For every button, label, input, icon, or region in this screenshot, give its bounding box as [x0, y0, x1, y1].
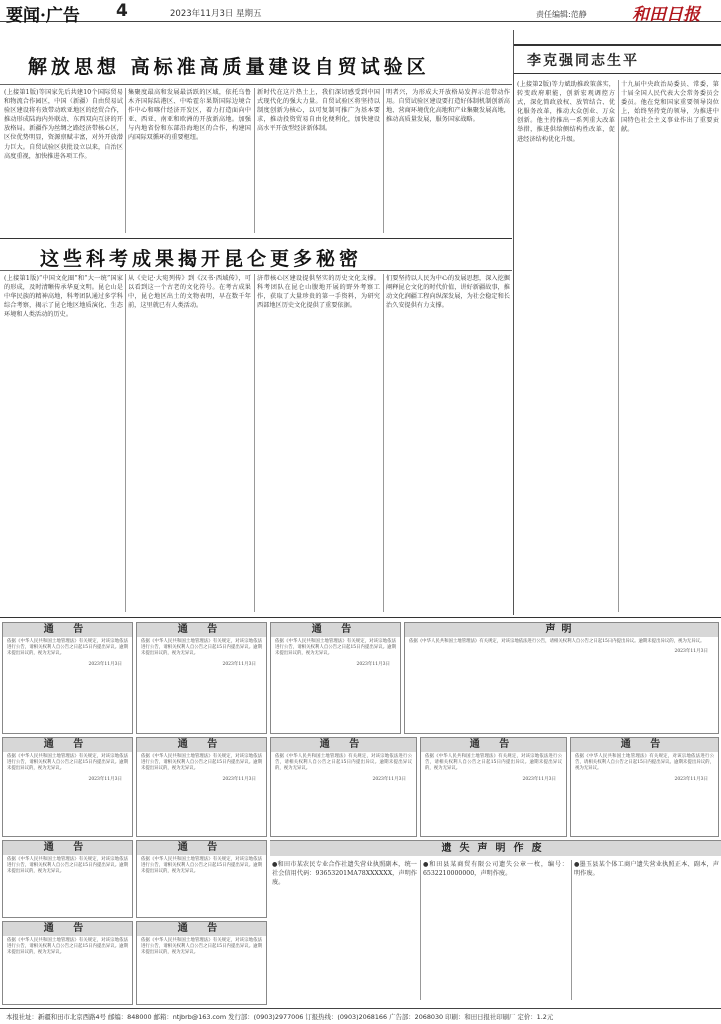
side-article-col-2: 十九届中央政治局委员、常委，第十届全国人民代表大会常务委员会委员。他在党和国家重要领导岗位上，始终坚持党的领导，为推进中国特色社会主义事业作出了重要贡献。	[621, 81, 719, 134]
divider	[0, 84, 512, 85]
statement-box	[404, 622, 719, 734]
notice-box	[136, 622, 267, 734]
footer-info: 本报社址：新疆和田市北京西路4号 邮编：848000 邮箱：ntjbrb@163.com 发行部：(0903)2977006 订报热线：(0903)2068166 广告部：2068030 印刷：和田日报社印刷厂 定价：1.2元	[6, 1013, 554, 1021]
divider	[618, 80, 619, 612]
divider	[513, 30, 514, 615]
side-headline: 李克强同志生平	[527, 53, 639, 69]
notice-heading: 通 告	[271, 623, 400, 637]
divider	[125, 274, 126, 612]
notice-box	[2, 921, 133, 1005]
notice-heading: 通 告	[3, 738, 132, 752]
divider	[420, 860, 421, 1000]
divider	[0, 617, 721, 618]
notice-date: 2023年11月3日	[88, 776, 122, 782]
notice-body: 依据《中华人民共和国土地管理法》有关规定，对该宗地依法进行公告，请相关权利人自公告之日起15日内提出异议。逾期未提出异议的，视为无异议。	[141, 857, 262, 875]
second-article-col-4: 们要坚持以人民为中心的发展思想，深入挖掘阐释昆仑文化的时代价值，讲好新疆故事，推动文化润疆工程向纵深发展，为社会稳定和长治久安提供有力支撑。	[386, 275, 510, 310]
lost-notice-section	[270, 840, 721, 1005]
notice-heading: 通 告	[3, 841, 132, 855]
notice-heading: 通 告	[137, 623, 266, 637]
second-article-col-3: 济带核心区建设提供坚实的历史文化支撑。科考团队在昆仑山腹地开展的野外考察工作，获取了大量珍贵的第一手资料，为研究西部地区历史文化提供了重要依据。	[257, 275, 380, 310]
notice-body: 依据《中华人民共和国土地管理法》有关规定，对该宗地依法进行公告，请相关权利人自公告之日起15日内提出异议。逾期未提出异议的，视为无异议。	[275, 639, 396, 657]
notice-box	[420, 737, 567, 837]
notice-date: 2023年11月3日	[674, 776, 708, 782]
notice-date: 2023年11月3日	[522, 776, 556, 782]
notice-body: 依据《中华人民共和国土地管理法》有关规定，对该宗地依法进行公告，请相关权利人自公告之日起15日内提出异议。逾期未提出异议的，视为无异议。	[7, 639, 128, 657]
notice-heading: 通 告	[3, 922, 132, 936]
statement-body: 依据《中华人民共和国土地管理法》有关规定，对该宗地依法进行公告，请相关权利人自公告之日起15日内提出异议。逾期未提出异议的，视为无异议。	[409, 639, 705, 644]
second-headline: 这些科考成果揭开昆仑更多秘密	[40, 248, 363, 270]
notice-date: 2023年11月3日	[88, 661, 122, 667]
second-article-col-2: 从《史记·大宛列传》到《汉书·西域传》，可以看到这一个古老的文化符号。在考古成果中，昆仑地区出土的文物表明，早在数千年前，这里就已有人类活动。	[128, 275, 251, 310]
issue-date: 2023年11月3日 星期五	[170, 9, 262, 19]
notice-body: 依据《中华人民共和国土地管理法》有关规定，对该宗地依法进行公告，请相关权利人自公告之日起15日内提出异议。逾期未提出异议的，视为无异议。	[425, 754, 562, 772]
notice-date: 2023年11月3日	[222, 661, 256, 667]
notice-box	[136, 737, 267, 837]
second-article-col-1: (上接第1版)“中国文化圈”和“大一统”国家的形成，及时清晰传承华夏文明。昆仑山是中华民族的精神高地，科考团队通过多学科综合考察，揭示了昆仑地区地质演化、生态环境和人类活动的历史。	[4, 275, 123, 319]
notice-box	[2, 622, 133, 734]
notice-heading: 通 告	[137, 738, 266, 752]
notice-box	[570, 737, 719, 837]
notice-box	[270, 622, 401, 734]
notice-body: 依据《中华人民共和国土地管理法》有关规定，对该宗地依法进行公告，请相关权利人自公告之日起15日内提出异议。逾期未提出异议的，视为无异议。	[141, 754, 262, 772]
page-number: 4	[116, 1, 128, 21]
divider	[0, 270, 512, 271]
notice-body: 依据《中华人民共和国土地管理法》有关规定，对该宗地依法进行公告，请相关权利人自公告之日起15日内提出异议。逾期未提出异议的，视为无异议。	[141, 639, 262, 657]
lost-notice-col-1: ●和田市某农民专业合作社遗失营业执照副本，统一社会信用代码：93653201MA78XXXXXX，声明作废。	[272, 861, 417, 887]
notice-box	[136, 840, 267, 918]
lost-notice-col-3: ●墨玉县某个体工商户遗失营业执照正本、副本，声明作废。	[574, 861, 719, 878]
notice-heading: 通 告	[137, 841, 266, 855]
page-masthead	[0, 0, 721, 26]
lead-article-col-3: 新时代在这片热土上，我们深切感受到中国式现代化的强大力量。自贸试验区将坚持以制度创新为核心，以可复制可推广为基本要求，推动投资贸易自由化便利化，加快建设高水平开放型经济新体制。	[257, 89, 380, 133]
divider	[125, 88, 126, 233]
divider	[383, 88, 384, 233]
notice-box	[270, 737, 417, 837]
notice-body: 依据《中华人民共和国土地管理法》有关规定，对该宗地依法进行公告，请相关权利人自公告之日起15日内提出异议。逾期未提出异议的，视为无异议。	[275, 754, 412, 772]
notice-box	[2, 840, 133, 918]
notice-box	[2, 737, 133, 837]
lead-headline: 解放思想 高标准高质量建设自贸试验区	[28, 56, 430, 78]
notice-body: 依据《中华人民共和国土地管理法》有关规定，对该宗地依法进行公告，请相关权利人自公告之日起15日内提出异议。逾期未提出异议的，视为无异议。	[575, 754, 714, 772]
newspaper-logo: 和田日报	[632, 5, 700, 25]
notice-date: 2023年11月3日	[222, 776, 256, 782]
responsible-editor: 责任编辑:范静	[536, 10, 587, 19]
notice-heading: 通 告	[137, 922, 266, 936]
lead-article-col-1: (上接第1版)等国家先后共建10个国际贸易和物流合作园区，中国（新疆）自由贸易试验区建设将有效带动欧亚地区的经贸合作，推动形成陆海内外联动、东西双向互济的开放格局。新疆作为丝绸之路经济带核心区，区位优势明显，资源禀赋丰富，对外开放潜力巨大。自贸试验区获批设立以来，自治区高度重视，加快推进各项工作。	[4, 89, 123, 160]
notice-body: 依据《中华人民共和国土地管理法》有关规定，对该宗地依法进行公告，请相关权利人自公告之日起15日内提出异议。逾期未提出异议的，视为无异议。	[7, 754, 128, 772]
divider	[254, 88, 255, 233]
divider	[571, 860, 572, 1000]
section-title: 要闻·广告	[6, 6, 80, 26]
notice-date: 2023年11月3日	[356, 661, 390, 667]
side-article-col-1: (上接第2版)等力斌助推政策落实，转变政府职能，创新宏观调控方式，深化简政放权、放管结合、优化服务改革，推动大众创业、万众创新。他主持推出一系列重大改革举措，推进供给侧结构性改革，促进经济结构优化升级。	[517, 81, 615, 143]
divider	[383, 274, 384, 612]
lead-article-col-2: 集聚度最高和发展最活跃的区域，依托乌鲁木齐国际陆港区、中哈霍尔果斯国际边境合作中心和喀什经济开发区，着力打造面向中亚、西亚、南亚和欧洲的开放新高地。加强与内地省份和东部沿海地区的合作，构建国内国际双循环的重要枢纽。	[128, 89, 251, 142]
notice-heading: 通 告	[271, 738, 416, 752]
notice-body: 依据《中华人民共和国土地管理法》有关规定，对该宗地依法进行公告，请相关权利人自公告之日起15日内提出异议。逾期未提出异议的，视为无异议。	[141, 938, 262, 956]
divider	[254, 274, 255, 612]
statement-heading: 声明	[405, 623, 718, 637]
notice-date: 2023年11月3日	[372, 776, 406, 782]
lost-notice-col-2: ●和田县某商贸有限公司遗失公章一枚，编号：6532210000000，声明作废。	[423, 861, 568, 878]
page-footer	[0, 1008, 721, 1024]
notice-box	[136, 921, 267, 1005]
notice-body: 依据《中华人民共和国土地管理法》有关规定，对该宗地依法进行公告，请相关权利人自公告之日起15日内提出异议。逾期未提出异议的，视为无异议。	[7, 857, 128, 875]
lead-article-col-4: 明者兴，为形成大开放格局发挥示范带动作用。自贸试验区建设要打造好体制机制创新高地、营商环境优化高地和产业集聚发展高地，推动高质量发展，服务国家战略。	[386, 89, 510, 124]
statement-date: 2023年11月3日	[674, 649, 708, 655]
lost-notice-heading: 遗失声明作废	[270, 840, 721, 856]
notice-body: 依据《中华人民共和国土地管理法》有关规定，对该宗地依法进行公告，请相关权利人自公告之日起15日内提出异议。逾期未提出异议的，视为无异议。	[7, 938, 128, 956]
notice-heading: 通 告	[571, 738, 718, 752]
notice-heading: 通 告	[3, 623, 132, 637]
notice-heading: 通 告	[421, 738, 566, 752]
divider	[0, 238, 512, 239]
